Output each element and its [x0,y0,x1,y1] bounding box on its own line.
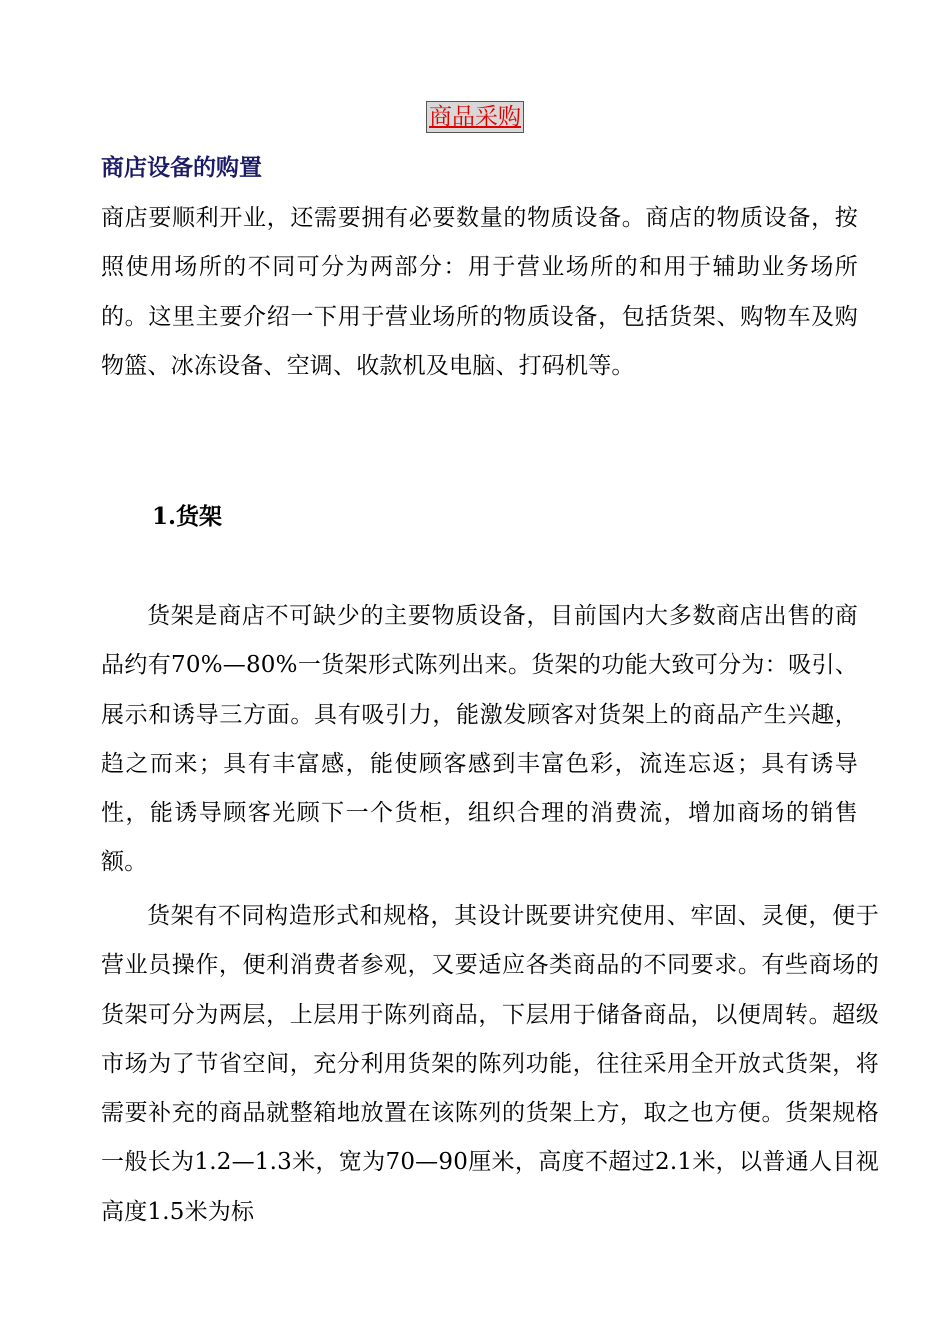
intro-paragraph: 商店要顺利开业，还需要拥有必要数量的物质设备。商店的物质设备，按照使用场所的不同可分为两部分：用于营业场所的和用于辅助业务场所的。这里主要介绍一下用于营业场所的物质设备，包括货架、购物车及购物篮、冰冻设备、空调、收款机及电脑、打码机等。 [101,205,858,379]
body-paragraph-2: 货架有不同构造形式和规格，其设计既要讲究使用、牢固、灵便，便于营业员操作，便利消费者参观，又要适应各类商品的不同要求。有些商场的货架可分为两层，上层用于陈列商品，下层用于储备商品，以便周转。超级市场为了节省空间，充分利用货架的陈列功能，往往采用全开放式货架，将需要补充的商品就整箱地放置在该陈列的货架上方，取之也方便。货架规格一般长为1.2—1.3米，宽为70—90厘米，高度不超过2.1米，以普通人目视高度1.5米为标 [101,903,879,1225]
body-paragraph-1: 货架是商店不可缺少的主要物质设备，目前国内大多数商店出售的商品约有70%—80%一货架形式陈列出来。货架的功能大致可分为：吸引、展示和诱导三方面。具有吸引力，能激发顾客对货架上的商品产生兴趣，趋之而来；具有丰富感，能使顾客感到丰富色彩，流连忘返；具有诱导性，能诱导顾客光顾下一个货柜，组织合理的消费流，增加商场的销售额。 [101,603,858,876]
document-title[interactable]: 商品采购 [426,101,524,133]
section-heading: 商店设备的购置 [101,155,262,181]
subsection-heading: 1.货架 [152,503,223,530]
document-title-container [0,100,950,134]
